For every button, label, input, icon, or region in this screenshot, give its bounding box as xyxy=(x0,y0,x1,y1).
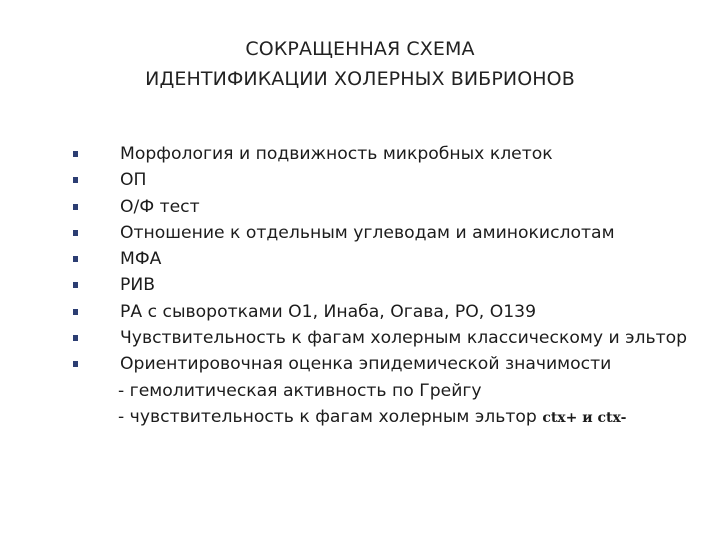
list-item-text: МФА xyxy=(120,249,162,270)
slide-title xyxy=(0,34,720,94)
square-bullet-icon xyxy=(73,204,78,210)
list-item-text: РА с сыворотками О1, Инаба, Огава, РО, О139 xyxy=(120,301,537,322)
square-bullet-icon xyxy=(73,230,78,236)
sub-item-text: - гемолитическая активность по Грейгу xyxy=(118,380,482,401)
list-item-text: Ориентировочная оценка эпидемической значимости xyxy=(120,354,612,375)
list-item xyxy=(0,272,720,298)
sub-item-text-container xyxy=(118,404,626,431)
list-item xyxy=(0,351,720,377)
list-item xyxy=(0,220,720,246)
list-item-text: РИВ xyxy=(120,275,156,296)
square-bullet-icon xyxy=(73,309,78,315)
title-line-1: СОКРАЩЕННАЯ СХЕМА xyxy=(245,38,475,60)
list-item-text: Отношение к отдельным углеводам и аминокислотам xyxy=(120,222,615,243)
list-item xyxy=(0,167,720,193)
list-item xyxy=(0,299,720,325)
square-bullet-icon xyxy=(73,256,78,262)
square-bullet-icon xyxy=(73,151,78,157)
list-item-text: ОП xyxy=(120,170,147,191)
sub-item-text: - чувствительность к фагам холерным эльтор xyxy=(118,406,543,427)
list-item-text: О/Ф тест xyxy=(120,196,200,217)
list-item xyxy=(0,141,720,167)
list-item-text: Морфология и подвижность микробных клеток xyxy=(120,144,553,164)
sub-item xyxy=(0,404,720,430)
list-item xyxy=(0,194,720,220)
list-item xyxy=(0,325,720,351)
list-item-text: Чувствительность к фагам холерным классическому и эльтор xyxy=(120,328,688,349)
square-bullet-icon xyxy=(73,361,78,367)
list-item xyxy=(0,246,720,272)
square-bullet-icon xyxy=(73,335,78,341)
square-bullet-icon xyxy=(73,282,78,288)
sub-item xyxy=(0,378,720,404)
bullet-list xyxy=(0,141,720,430)
square-bullet-icon xyxy=(73,177,78,183)
title-line-2: ИДЕНТИФИКАЦИИ ХОЛЕРНЫХ ВИБРИОНОВ xyxy=(145,68,575,90)
ctx-label: ctx+ и ctx- xyxy=(542,409,627,426)
